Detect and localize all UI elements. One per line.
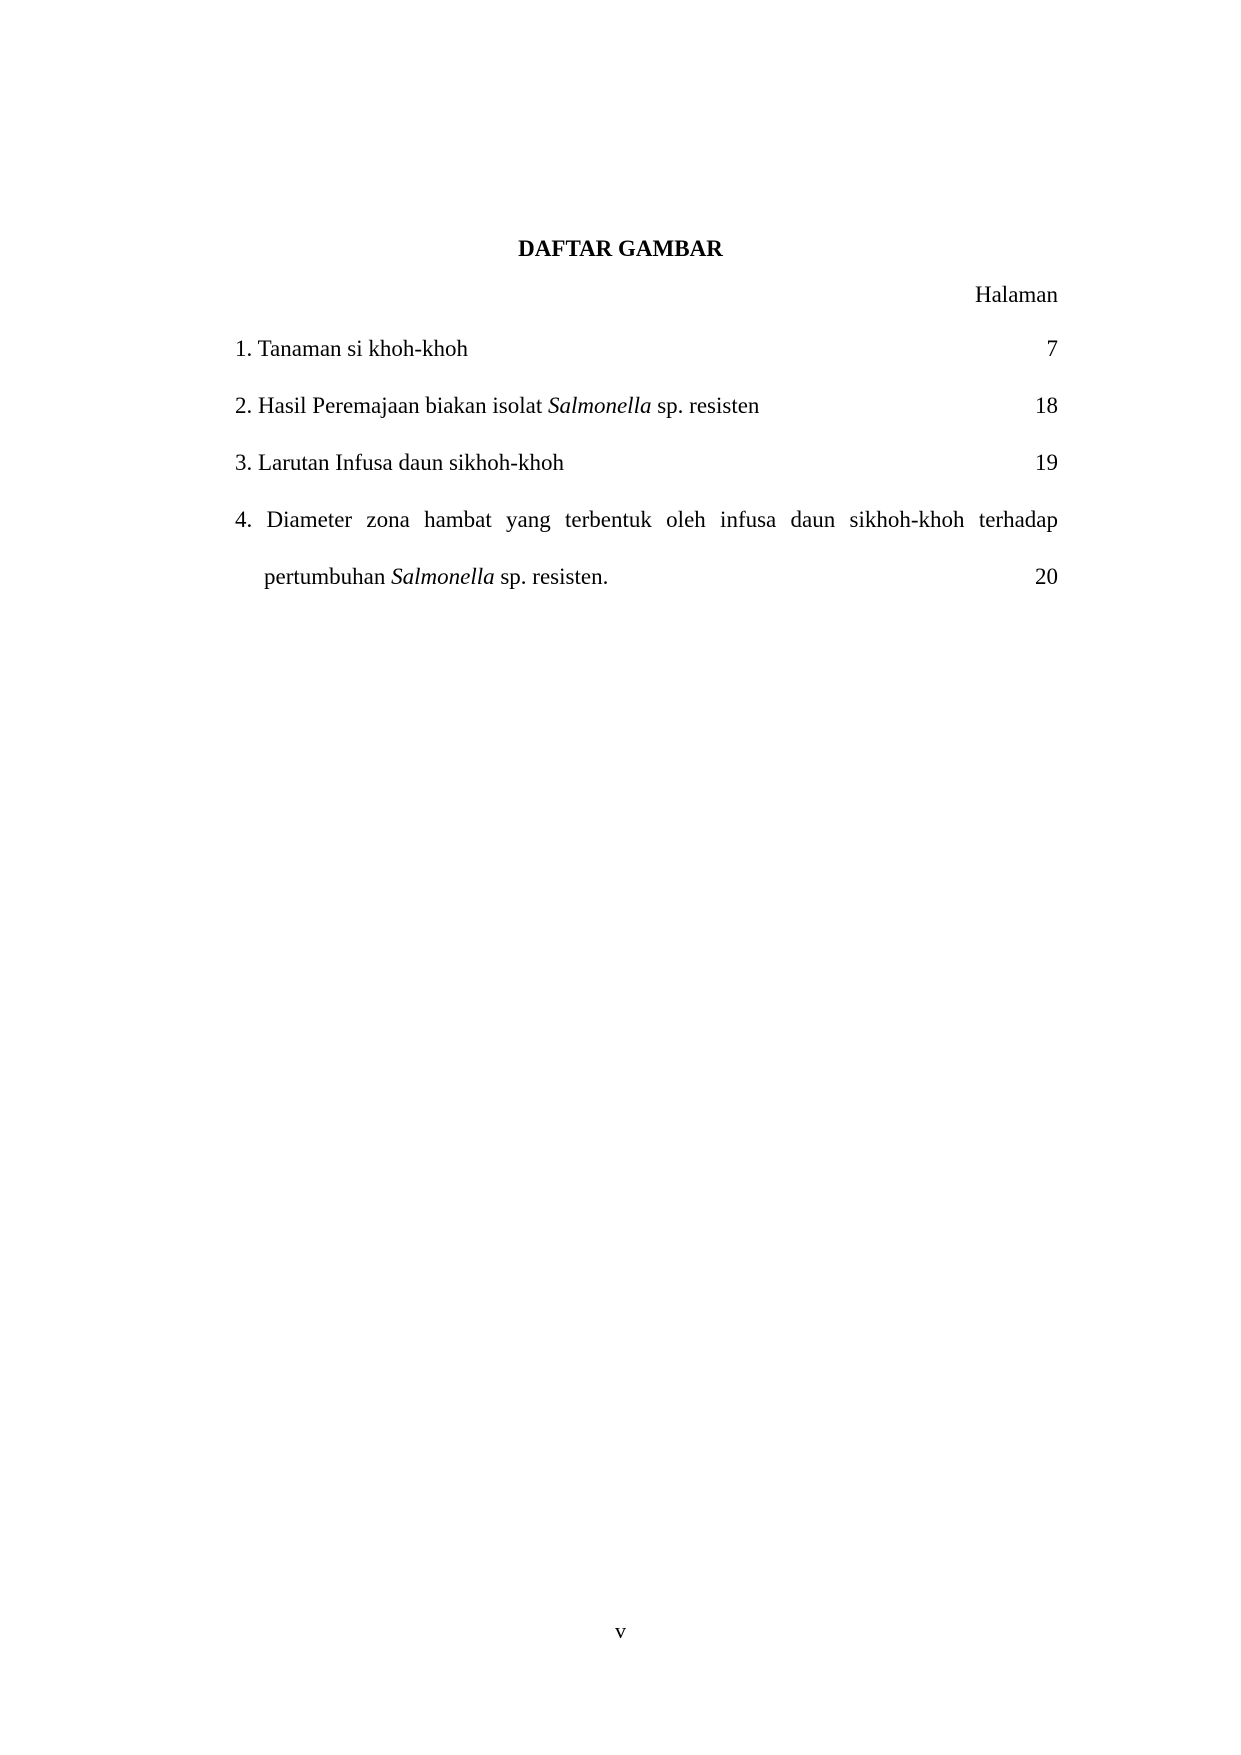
toc-entry-italic-genus: Salmonella [547,393,652,418]
toc-entry-4-line-1 [235,505,1058,535]
footer-page-number: v [615,1618,626,1643]
toc-entry-text: 3. Larutan Infusa daun sikhoh-khoh [235,450,564,475]
toc-entry-text: 1. Tanaman si khoh-khoh [235,336,469,361]
toc-entry-3 [235,448,1058,478]
toc-entry-italic-genus: Salmonella [391,564,495,589]
toc-entry-text-end: sp. resisten [651,393,760,418]
toc-entry-page: 20 [1035,564,1058,589]
toc-entry-page: 18 [1035,393,1058,418]
toc-entry-1 [235,334,1058,364]
toc-entry-text: 4. Diameter zona hambat yang terbentuk oleh infusa daun sikhoh-khoh terhadap [235,507,1058,532]
toc-entry-text [235,391,759,421]
toc-entry-2 [235,391,1058,421]
toc-entry-page: 7 [1046,336,1058,361]
toc-entry-text-start: pertumbuhan [264,564,392,589]
page-title: DAFTAR GAMBAR [518,236,723,261]
toc-entry-4-line-2 [235,562,1058,592]
toc-entry-text-start: 2. Hasil Peremajaan biakan isolat [235,393,548,418]
toc-entry-page: 19 [1035,450,1058,475]
page-column-header: Halaman [974,282,1058,307]
toc-entry-text-end: sp. resisten. [494,564,609,589]
toc-entry-text-continued [264,562,608,592]
